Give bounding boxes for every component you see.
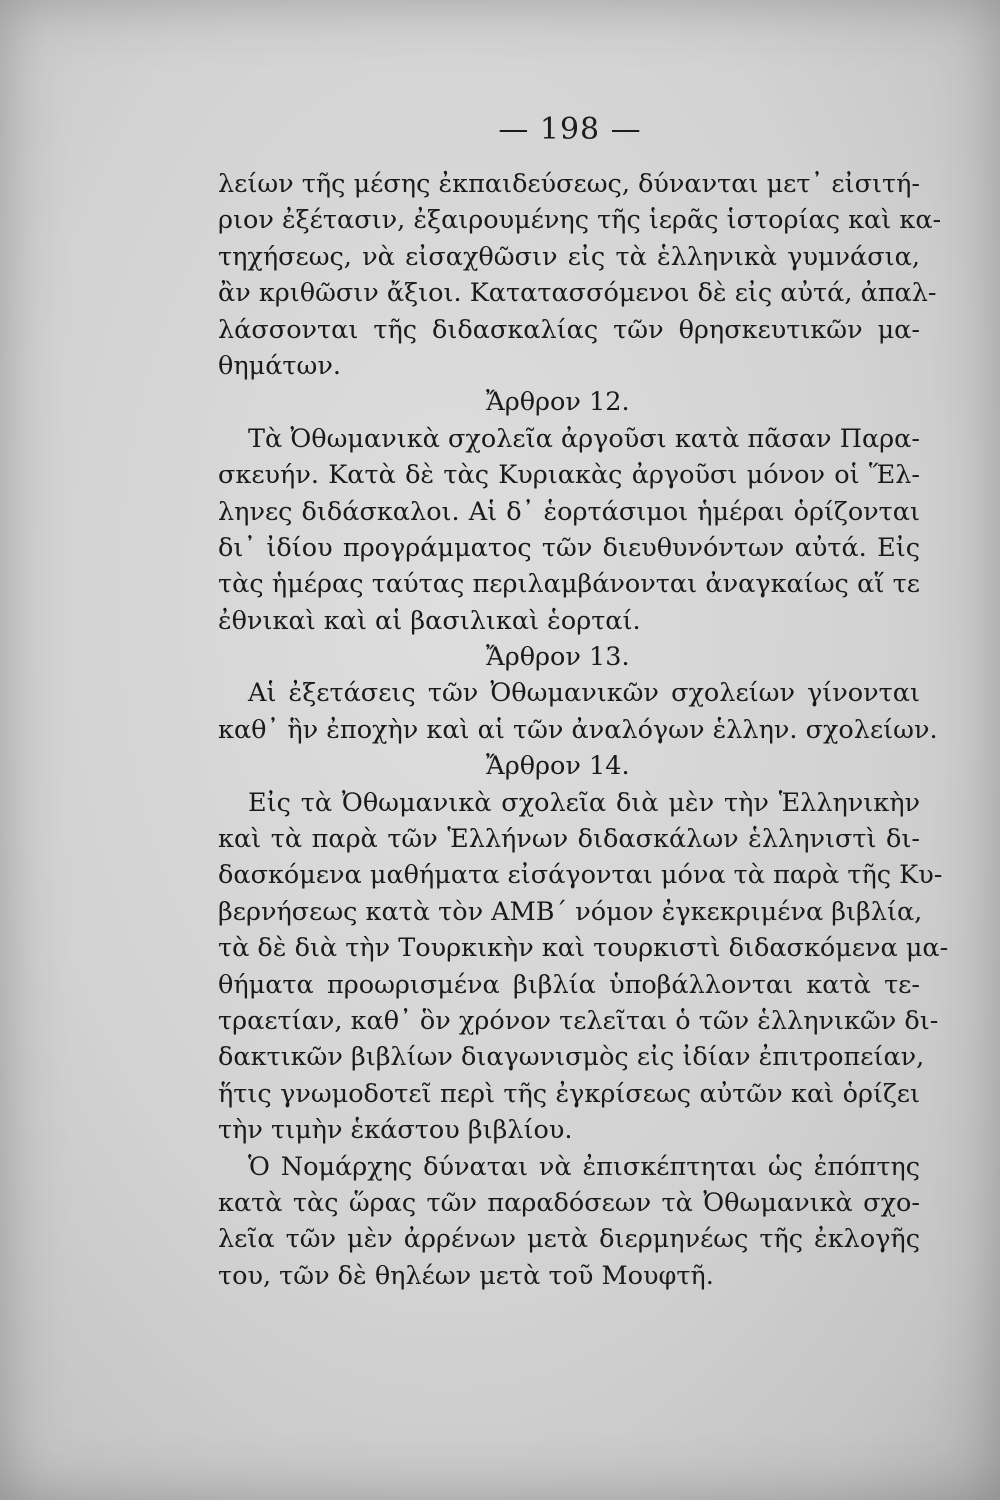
text-line: ἂν κριθῶσιν ἄξιοι. Κατατασσόμενοι δὲ εἰς αὐτά, ἀπαλ- <box>218 278 937 309</box>
text-line: ριον ἐξέτασιν, ἐξαιρουμένης τῆς ἱερᾶς ἱστορίας καὶ κα- <box>218 205 942 236</box>
text-line: ἥτις γνωμοδοτεῖ περὶ τῆς ἐγκρίσεως αὐτῶν καὶ ὁρίζει <box>218 1078 920 1109</box>
text-line: Εἰς τὰ Ὀθωμανικὰ σχολεῖα διὰ μὲν τὴν Ἑλληνικὴν <box>248 787 920 818</box>
text-line: τὰ δὲ διὰ τὴν Τουρκικὴν καὶ τουρκιστὶ διδασκόμενα μα- <box>218 933 949 964</box>
text-line: Αἱ ἐξετάσεις τῶν Ὀθωμανικῶν σχολείων γίνονται <box>248 678 920 709</box>
text-line: λάσσονται τῆς διδασκαλίας τῶν θρησκευτικῶν μα- <box>218 314 920 345</box>
text-line: του, τῶν δὲ θηλέων μετὰ τοῦ Μουφτῆ. <box>218 1260 714 1291</box>
text-line: δακτικῶν βιβλίων διαγωνισμὸς εἰς ἰδίαν ἐπιτροπείαν, <box>218 1042 925 1073</box>
text-line: ληνες διδάσκαλοι. Αἱ δ᾽ ἑορτάσιμοι ἡμέραι ὁρίζονται <box>218 496 920 527</box>
text-line: τραετίαν, καθ᾽ ὃν χρόνον τελεῖται ὁ τῶν ἑλληνικῶν δι- <box>218 1005 939 1036</box>
article-heading: Ἄρθρον 13. <box>486 642 630 673</box>
text-line: τὴν τιμὴν ἑκάστου βιβλίου. <box>218 1115 573 1146</box>
text-line: λείων τῆς μέσης ἐκπαιδεύσεως, δύνανται μετ᾽ εἰσιτή- <box>218 169 920 199</box>
text-line: τηχήσεως, νὰ εἰσαχθῶσιν εἰς τὰ ἑλληνικὰ γυμνάσια, <box>218 241 920 272</box>
page-text <box>218 166 949 1294</box>
text-line: τὰς ἡμέρας ταύτας περιλαμβάνονται ἀναγκαίως αἵ τε <box>218 569 920 600</box>
article-heading: Ἄρθρον 14. <box>486 751 630 782</box>
text-line: βερνήσεως κατὰ τὸν ΑΜΒ´ νόμον ἐγκεκριμένα βιβλία, <box>218 896 923 927</box>
text-line: κατὰ τὰς ὥρας τῶν παραδόσεων τὰ Ὀθωμανικὰ σχο- <box>218 1187 920 1218</box>
text-line: δασκόμενα μαθήματα εἰσάγονται μόνα τὰ παρὰ τῆς Κυ- <box>218 860 943 891</box>
text-line: Ὁ Νομάρχης δύναται νὰ ἐπισκέπτηται ὡς ἐπόπτης <box>248 1151 920 1182</box>
text-line: θημάτων. <box>218 350 341 381</box>
text-line: καθ᾽ ἣν ἐποχὴν καὶ αἱ τῶν ἀναλόγων ἑλλην. σχολείων. <box>218 714 938 745</box>
text-line: δι᾽ ἰδίου προγράμματος τῶν διευθυνόντων αὐτά. Εἰς <box>218 532 920 563</box>
text-line: θήματα προωρισμένα βιβλία ὑποβάλλονται κατὰ τε- <box>218 969 920 1000</box>
article-heading: Ἄρθρον 12. <box>486 387 630 418</box>
text-line: Τὰ Ὀθωμανικὰ σχολεῖα ἀργοῦσι κατὰ πᾶσαν Παρα- <box>248 423 920 454</box>
text-line: καὶ τὰ παρὰ τῶν Ἑλλήνων διδασκάλων ἑλληνιστὶ δι- <box>218 824 920 855</box>
text-line: λεῖα τῶν μὲν ἀρρένων μετὰ διερμηνέως τῆς ἐκλογῆς <box>218 1224 920 1255</box>
page-number: — 198 — <box>498 112 642 147</box>
text-line: ἐθνικαὶ καὶ αἱ βασιλικαὶ ἑορταί. <box>218 605 641 636</box>
text-line: σκευήν. Κατὰ δὲ τὰς Κυριακὰς ἀργοῦσι μόνον οἱ Ἕλ- <box>218 460 920 491</box>
